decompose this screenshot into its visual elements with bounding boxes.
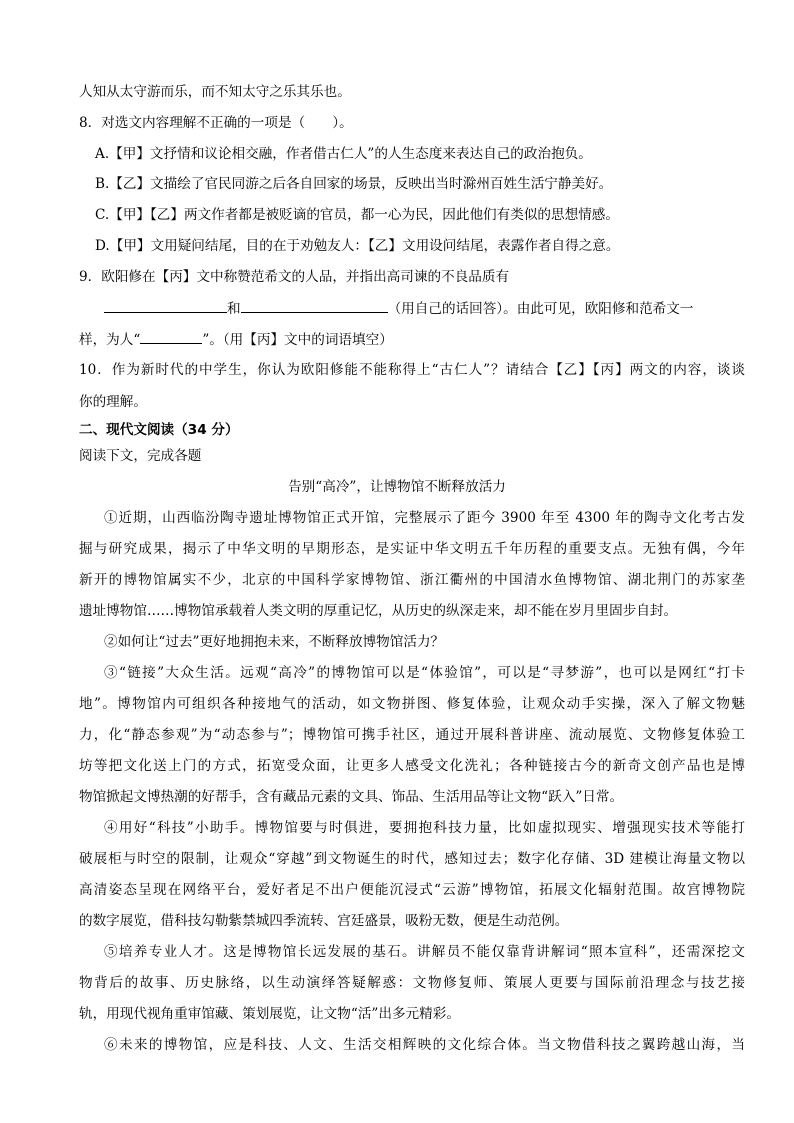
paragraph-line: ②如何让“过去”更好地拥抱未来，不断释放博物馆活力？ — [104, 634, 445, 650]
question-10: 10．作为新时代的中学生，你认为欧阳修能不能称得上“古仁人”？请结合【乙】【丙】两文的内容，谈谈 — [79, 362, 745, 378]
article-title: 告别“高冷”，让博物馆不断释放活力 — [288, 479, 506, 495]
paragraph-line: 地”。博物馆内可组织各种接地气的活动，如文物拼图、修复体验，让观众动手实操，深入了解文物魅 — [79, 696, 745, 712]
paragraph-line: ⑤培养专业人才。这是博物馆长远发展的基石。讲解员不能仅靠背讲解词“照本宣科”，还需深挖文 — [104, 944, 745, 960]
instructions: 阅读下文，完成各题 — [79, 448, 202, 464]
option-8c: C.【甲】【乙】两文作者都是被贬谪的官员，都一心为民，因此他们有类似的思想情感。 — [95, 207, 619, 223]
paragraph-line: 掘与研究成果，揭示了中华文明的早期形态，是实证中华文明五千年历程的重要支点。无独有偶，今年 — [79, 541, 745, 557]
text-line: 人知从太守游而乐，而不知太守之乐其乐也。 — [79, 84, 351, 100]
paragraph-line: 物馆掀起文博热潮的好帮手，含有藏品元素的文具、饰品、生活用品等让文物“跃入”日常。 — [79, 789, 624, 805]
paragraph-line: 遗址博物馆……博物馆承载着人类文明的厚重记忆，从历史的纵深走来，却不能在岁月里固步自封。 — [79, 603, 678, 619]
answer-blank[interactable] — [241, 298, 388, 313]
question-10-cont: 你的理解。 — [79, 394, 147, 410]
option-8b: B.【乙】文描绘了官民同游之后各自回家的场景，反映出当时滁州百姓生活宁静美好。 — [95, 176, 613, 192]
section-heading: 二、现代文阅读（34 分） — [79, 422, 239, 438]
answer-blank[interactable] — [104, 298, 227, 313]
question-9-tail: （用自己的话回答）。由此可见，欧阳修和范希文一 — [387, 301, 694, 317]
paragraph-line: 破展柜与时空的限制，让观众“穿越”到文物诞生的时代，感知过去；数字化存储、3D 建模让海量文物以 — [79, 851, 745, 867]
paragraph-line: ⑥未来的博物馆，应是科技、人文、生活交相辉映的文化综合体。当文物借科技之翼跨越山海，当 — [104, 1037, 745, 1053]
question-8: 8．对选文内容理解不正确的一项是（ ）。 — [79, 115, 353, 131]
option-8a: A.【甲】文抒情和议论相交融，作者借古仁人”的人生态度来表达自己的政治抱负。 — [95, 146, 592, 162]
paragraph-line: ①近期，山西临汾陶寺遗址博物馆正式开馆，完整展示了距今 3900 年至 4300 年的陶寺文化考古发 — [104, 510, 745, 526]
paragraph-line: 坊等把文化送上门的方式，拓宽受众面，让更多人感受文化洗礼；各种链接古今的新奇文创产品也是博 — [79, 758, 745, 774]
option-8d: D.【甲】文用疑问结尾，目的在于劝勉友人：【乙】文用设问结尾，表露作者自得之意。 — [95, 238, 620, 254]
paragraph-line: 力，化“静态参观”为“动态参与”；博物馆可携手社区，通过开展科普讲座、流动展览、文物修复体验工 — [79, 727, 745, 743]
question-9-line3 — [79, 329, 393, 350]
question-9-mid: 和 — [227, 301, 241, 317]
paragraph-line: ④用好“科技”小助手。博物馆要与时俱进，要拥抱科技力量，比如虚拟现实、增强现实技术等能打 — [104, 820, 745, 836]
paragraph-line: ③“链接”大众生活。远观“高冷”的博物馆可以是“体验馆”，可以是“寻梦游”，也可以是网红“打卡 — [104, 665, 745, 681]
paragraph-line: 轨，用现代视角重审馆藏、策划展览，让文物“活”出多元精彩。 — [79, 1006, 460, 1022]
question-9-l3-a: 样，为人“ — [79, 332, 141, 348]
question-9: 9．欧阳修在【丙】文中称赞范希文的人品，并指出高司谏的不良品质有 — [79, 269, 510, 285]
question-9-line2 — [104, 298, 693, 319]
question-9-l3-b: ”。（用【丙】文中的词语填空） — [202, 332, 393, 348]
paragraph-line: 的数字展览，借科技勾勒紫禁城四季流转、宫廷盛景，吸粉无数，便是生动范例。 — [79, 913, 569, 929]
paragraph-line: 物背后的故事、历史脉络，以生动演绎答疑解惑：文物修复师、策展人更要与国际前沿理念与技艺接 — [79, 975, 745, 991]
answer-blank[interactable] — [140, 329, 202, 344]
paragraph-line: 新开的博物馆属实不少，北京的中国科学家博物馆、浙江衢州的中国清水鱼博物馆、湖北荆门的苏家垄 — [79, 572, 745, 588]
paragraph-line: 高清姿态呈现在网络平台，爱好者足不出户便能沉浸式“云游”博物馆，拓展文化辐射范围。故宫博物院 — [79, 882, 745, 898]
